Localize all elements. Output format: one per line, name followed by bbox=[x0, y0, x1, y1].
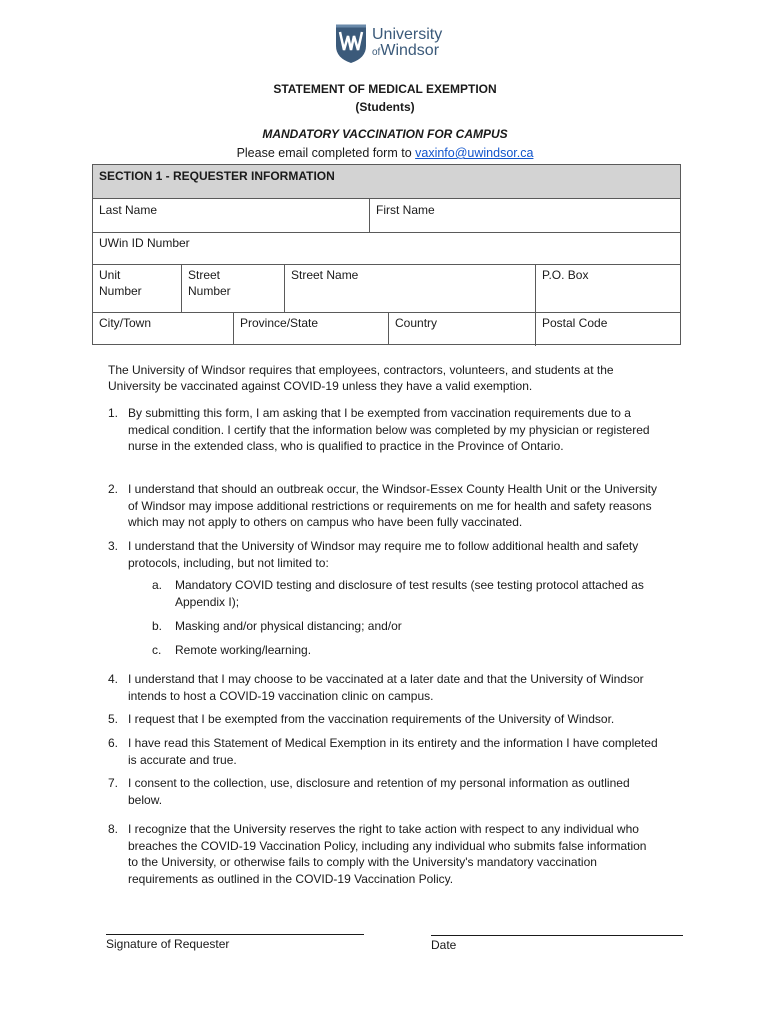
first-name-label: First Name bbox=[376, 203, 435, 217]
unit-number-field[interactable] bbox=[93, 264, 181, 312]
country-label: Country bbox=[395, 316, 438, 330]
country-field[interactable] bbox=[389, 312, 535, 344]
document-subtitle: (Students) bbox=[355, 100, 415, 114]
logo-line2 bbox=[372, 43, 442, 61]
uwin-id-label: UWin ID Number bbox=[99, 236, 190, 250]
subitem-letter: b. bbox=[152, 619, 163, 633]
item-text: I consent to the collection, use, disclosure and retention of my personal information as outlined below. bbox=[128, 776, 630, 807]
subitem-text: Remote working/learning. bbox=[175, 643, 312, 657]
item-number: 7. bbox=[108, 776, 119, 790]
date-label: Date bbox=[431, 938, 457, 952]
subitem-letter: a. bbox=[152, 578, 163, 592]
item-text: I understand that should an outbreak occur, the Windsor-Essex County Health Unit or the University of Windsor may impose additional restrictions or requirements on me for health and safety reasons which may not apply to others on campus who have been fully vaccinated. bbox=[128, 482, 657, 529]
last-name-label: Last Name bbox=[99, 203, 158, 217]
item-number: 6. bbox=[108, 736, 119, 750]
province-field[interactable] bbox=[234, 312, 388, 344]
email-prefix: Please email completed form to bbox=[236, 146, 416, 160]
item-text: By submitting this form, I am asking that I be exempted from vaccination requirements due to a medical condition. I certify that the information below was completed by my physician or registered nurse in the extended class, who is qualified to practice in the Province of Ontario. bbox=[128, 406, 650, 453]
mandatory-heading: MANDATORY VACCINATION FOR CAMPUS bbox=[262, 127, 508, 141]
item-text: I understand that I may choose to be vaccinated at a later date and that the University of Windsor intends to host a COVID-19 vaccination clinic on campus. bbox=[128, 672, 644, 703]
street-name-label: Street Name bbox=[291, 268, 359, 282]
email-instruction bbox=[0, 146, 770, 160]
item-number: 8. bbox=[108, 822, 119, 836]
first-name-field[interactable] bbox=[370, 199, 680, 232]
item-text: I understand that the University of Windsor may require me to follow additional health and safety protocols, including, but not limited to: bbox=[128, 539, 639, 570]
email-link[interactable]: vaxinfo@uwindsor.ca bbox=[415, 146, 534, 160]
po-box-label: P.O. Box bbox=[542, 268, 589, 282]
item-number: 1. bbox=[108, 406, 119, 420]
logo-wordmark bbox=[372, 27, 442, 61]
uwin-id-field[interactable] bbox=[93, 232, 680, 264]
province-label: Province/State bbox=[240, 316, 319, 330]
subitem-letter: c. bbox=[152, 643, 162, 657]
item-text: I request that I be exempted from the vaccination requirements of the University of Windsor. bbox=[128, 712, 615, 726]
item-text: I have read this Statement of Medical Exemption in its entirety and the information I have completed is accurate and true. bbox=[128, 736, 658, 767]
shield-icon bbox=[334, 24, 368, 64]
po-box-field[interactable] bbox=[536, 264, 680, 312]
university-logo bbox=[334, 24, 442, 64]
requester-information-form bbox=[92, 164, 681, 345]
city-field[interactable] bbox=[93, 312, 233, 344]
item-number: 5. bbox=[108, 712, 119, 726]
signature-label: Signature of Requester bbox=[106, 937, 230, 951]
intro-paragraph: The University of Windsor requires that employees, contractors, volunteers, and students at the University be vaccinated against COVID-19 unless they have a valid exemption. bbox=[108, 363, 614, 393]
logo-windsor: Windsor bbox=[380, 42, 440, 59]
unit-label-line2: Number bbox=[99, 284, 142, 298]
street-label-line1: Street bbox=[188, 268, 221, 282]
last-name-field[interactable] bbox=[93, 199, 369, 232]
logo-of: of bbox=[372, 47, 381, 58]
document-title: STATEMENT OF MEDICAL EXEMPTION bbox=[273, 82, 497, 96]
signature-line[interactable] bbox=[106, 934, 364, 935]
city-label: City/Town bbox=[99, 316, 152, 330]
street-name-field[interactable] bbox=[285, 264, 535, 312]
item-number: 4. bbox=[108, 672, 119, 686]
item-number: 2. bbox=[108, 482, 119, 496]
subitem-text: Mandatory COVID testing and disclosure of test results (see testing protocol attached as Appendix I); bbox=[175, 578, 644, 609]
postal-code-label: Postal Code bbox=[542, 316, 608, 330]
postal-code-field[interactable] bbox=[536, 312, 680, 344]
section-1-header: SECTION 1 - REQUESTER INFORMATION bbox=[93, 165, 680, 199]
unit-label-line1: Unit bbox=[99, 268, 121, 282]
logo-line1: University bbox=[372, 26, 443, 43]
subitem-text: Masking and/or physical distancing; and/or bbox=[175, 619, 402, 633]
street-label-line2: Number bbox=[188, 284, 231, 298]
date-line[interactable] bbox=[431, 935, 683, 936]
item-text: I recognize that the University reserves the right to take action with respect to any individual who breaches the COVID-19 Vaccination Policy, including any individual who submits false information to the University, or otherwise fails to comply with the University's mandatory vaccination requirements as outlined in the COVID-19 Vaccination Policy. bbox=[128, 822, 647, 886]
street-number-field[interactable] bbox=[182, 264, 284, 312]
item-number: 3. bbox=[108, 539, 119, 553]
